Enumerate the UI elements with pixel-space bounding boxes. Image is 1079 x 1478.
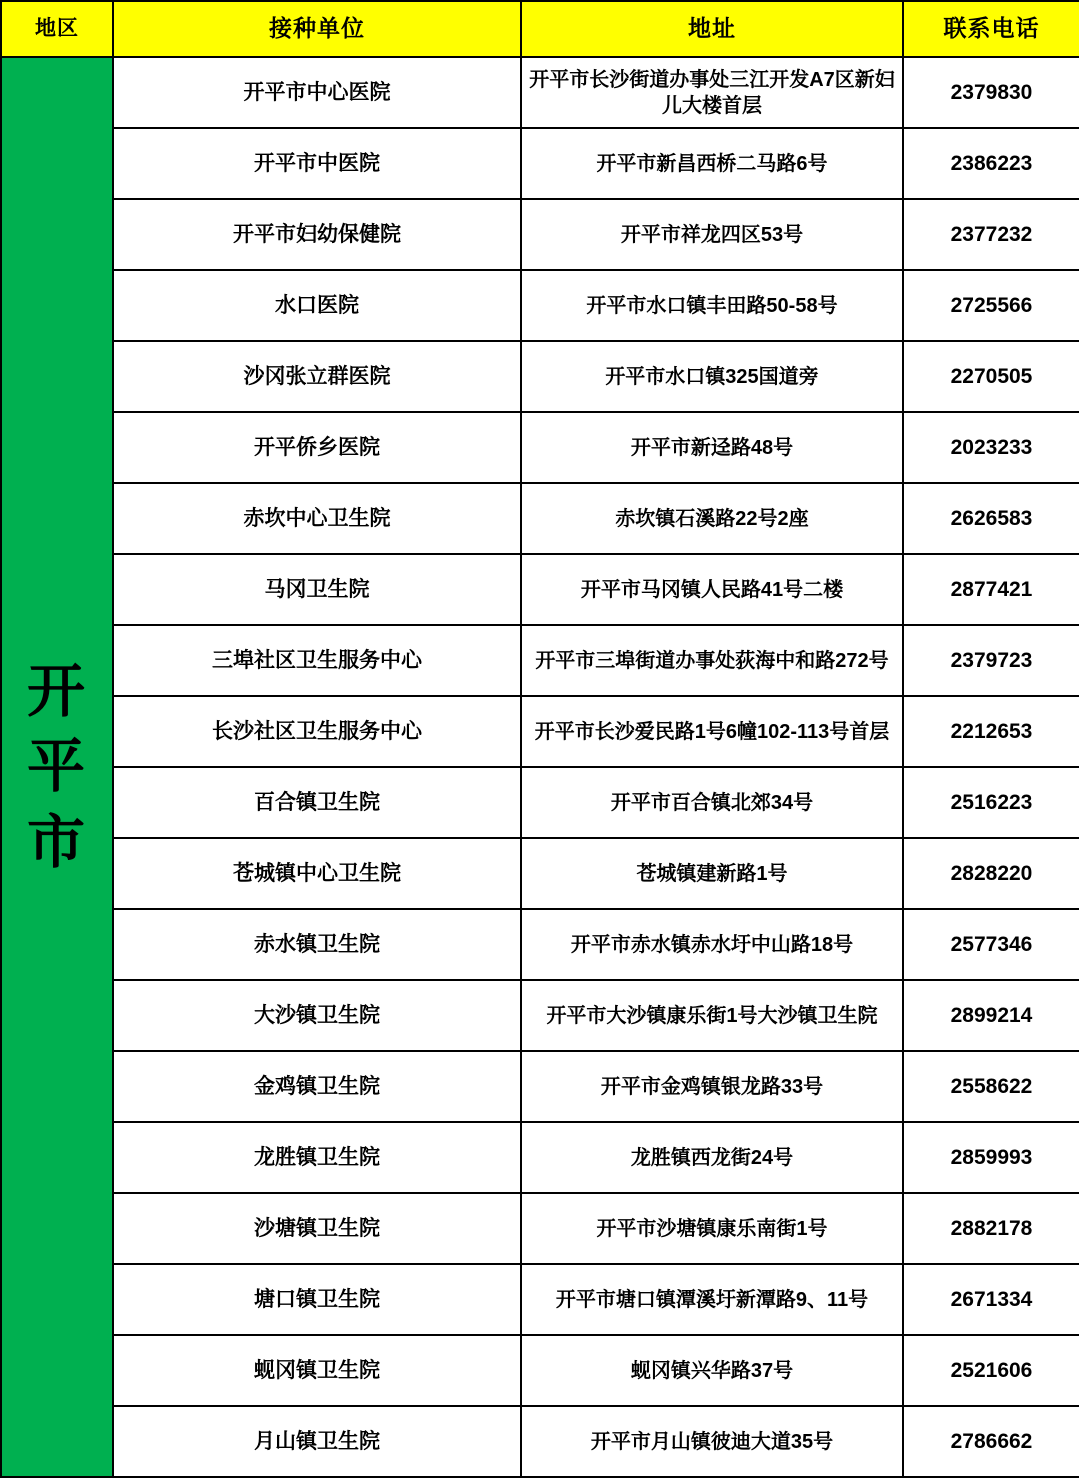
cell-phone: 2377232 [903, 199, 1079, 270]
cell-address: 龙胜镇西龙街24号 [521, 1122, 903, 1193]
cell-address: 开平市长沙街道办事处三江开发A7区新妇儿大楼首层 [521, 57, 903, 128]
region-label: 开平市 [26, 658, 87, 875]
cell-phone: 2521606 [903, 1335, 1079, 1406]
cell-phone: 2882178 [903, 1193, 1079, 1264]
table-row [1, 909, 1079, 980]
table-row [1, 1193, 1079, 1264]
cell-address: 赤坎镇石溪路22号2座 [521, 483, 903, 554]
cell-phone: 2828220 [903, 838, 1079, 909]
cell-address: 开平市金鸡镇银龙路33号 [521, 1051, 903, 1122]
cell-address: 开平市三埠街道办事处荻海中和路272号 [521, 625, 903, 696]
cell-phone: 2379830 [903, 57, 1079, 128]
cell-phone: 2899214 [903, 980, 1079, 1051]
cell-address: 开平市塘口镇潭溪圩新潭路9、11号 [521, 1264, 903, 1335]
table-row [1, 696, 1079, 767]
cell-address: 开平市长沙爱民路1号6幢102-113号首层 [521, 696, 903, 767]
cell-unit: 苍城镇中心卫生院 [113, 838, 521, 909]
cell-address: 开平市赤水镇赤水圩中山路18号 [521, 909, 903, 980]
cell-phone: 2577346 [903, 909, 1079, 980]
cell-phone: 2671334 [903, 1264, 1079, 1335]
cell-phone: 2626583 [903, 483, 1079, 554]
table-row [1, 1264, 1079, 1335]
cell-unit: 马冈卫生院 [113, 554, 521, 625]
table-row [1, 1406, 1079, 1477]
cell-unit: 沙塘镇卫生院 [113, 1193, 521, 1264]
cell-unit: 开平市中医院 [113, 128, 521, 199]
cell-address: 苍城镇建新路1号 [521, 838, 903, 909]
cell-phone: 2023233 [903, 412, 1079, 483]
cell-unit: 赤坎中心卫生院 [113, 483, 521, 554]
cell-phone: 2516223 [903, 767, 1079, 838]
cell-unit: 开平侨乡医院 [113, 412, 521, 483]
cell-phone: 2877421 [903, 554, 1079, 625]
table-row [1, 128, 1079, 199]
cell-unit: 百合镇卫生院 [113, 767, 521, 838]
column-header-phone: 联系电话 [903, 1, 1079, 57]
column-header-region: 地区 [1, 1, 113, 57]
table-row [1, 1122, 1079, 1193]
cell-phone: 2270505 [903, 341, 1079, 412]
cell-address: 开平市水口镇325国道旁 [521, 341, 903, 412]
cell-phone: 2558622 [903, 1051, 1079, 1122]
cell-address: 开平市祥龙四区53号 [521, 199, 903, 270]
cell-address: 开平市新昌西桥二马路6号 [521, 128, 903, 199]
table-row [1, 838, 1079, 909]
table-row [1, 980, 1079, 1051]
cell-phone: 2379723 [903, 625, 1079, 696]
table-row [1, 1051, 1079, 1122]
table-row [1, 767, 1079, 838]
cell-unit: 开平市中心医院 [113, 57, 521, 128]
table-row [1, 57, 1079, 128]
cell-address: 开平市百合镇北郊34号 [521, 767, 903, 838]
cell-unit: 大沙镇卫生院 [113, 980, 521, 1051]
table-row [1, 625, 1079, 696]
table-row [1, 199, 1079, 270]
column-header-address: 地址 [521, 1, 903, 57]
cell-phone: 2859993 [903, 1122, 1079, 1193]
cell-unit: 长沙社区卫生服务中心 [113, 696, 521, 767]
table-row [1, 554, 1079, 625]
header-row [1, 1, 1079, 57]
cell-unit: 龙胜镇卫生院 [113, 1122, 521, 1193]
cell-phone: 2212653 [903, 696, 1079, 767]
table-row [1, 270, 1079, 341]
column-header-unit: 接种单位 [113, 1, 521, 57]
cell-unit: 塘口镇卫生院 [113, 1264, 521, 1335]
cell-unit: 三埠社区卫生服务中心 [113, 625, 521, 696]
table-header [1, 1, 1079, 57]
cell-address: 开平市月山镇彼迪大道35号 [521, 1406, 903, 1477]
cell-unit: 蚬冈镇卫生院 [113, 1335, 521, 1406]
cell-address: 开平市马冈镇人民路41号二楼 [521, 554, 903, 625]
cell-address: 开平市沙塘镇康乐南街1号 [521, 1193, 903, 1264]
table-row [1, 483, 1079, 554]
cell-phone: 2725566 [903, 270, 1079, 341]
cell-unit: 水口医院 [113, 270, 521, 341]
table-row [1, 412, 1079, 483]
cell-address: 开平市水口镇丰田路50-58号 [521, 270, 903, 341]
table-row [1, 1335, 1079, 1406]
table-body [1, 57, 1079, 1477]
table-row [1, 341, 1079, 412]
region-cell [1, 57, 113, 1477]
cell-unit: 沙冈张立群医院 [113, 341, 521, 412]
cell-phone: 2786662 [903, 1406, 1079, 1477]
cell-unit: 金鸡镇卫生院 [113, 1051, 521, 1122]
cell-unit: 开平市妇幼保健院 [113, 199, 521, 270]
cell-phone: 2386223 [903, 128, 1079, 199]
cell-unit: 赤水镇卫生院 [113, 909, 521, 980]
cell-address: 蚬冈镇兴华路37号 [521, 1335, 903, 1406]
cell-address: 开平市新迳路48号 [521, 412, 903, 483]
cell-address: 开平市大沙镇康乐街1号大沙镇卫生院 [521, 980, 903, 1051]
cell-unit: 月山镇卫生院 [113, 1406, 521, 1477]
